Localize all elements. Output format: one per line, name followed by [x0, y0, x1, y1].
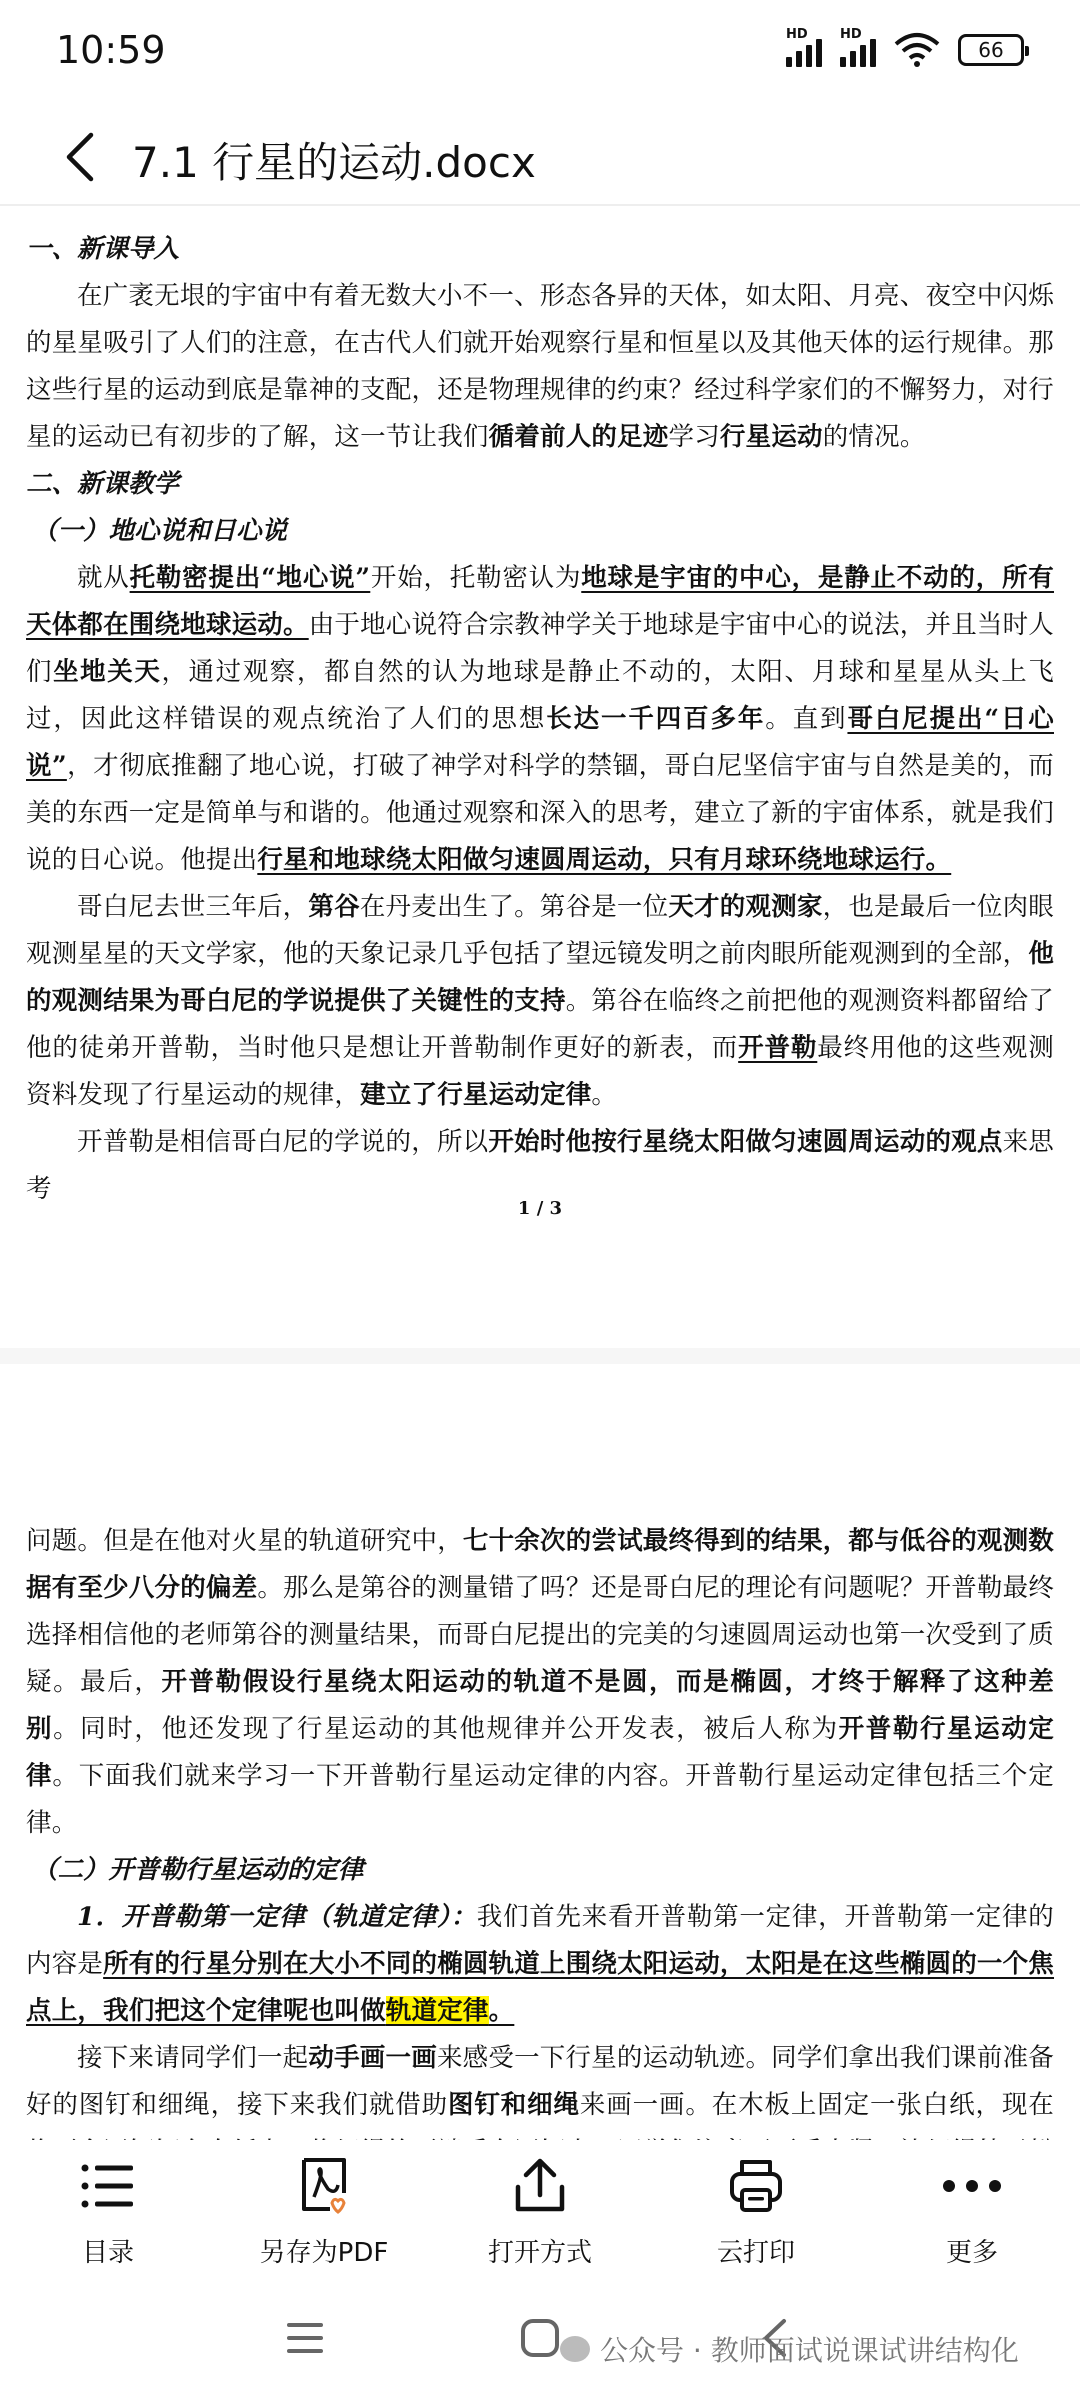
menu-icon	[285, 2321, 325, 2355]
page-separator	[0, 1348, 1080, 1364]
toolbar-open-with-button[interactable]	[440, 2156, 640, 2269]
bottom-toolbar	[0, 2140, 1080, 2275]
status-bar	[0, 0, 1080, 110]
chevron-left-icon	[65, 132, 95, 182]
battery-icon	[958, 34, 1024, 66]
toolbar-contents-button[interactable]	[8, 2156, 208, 2269]
share-icon	[510, 2156, 570, 2216]
signal-icon	[840, 27, 876, 67]
home-icon	[520, 2318, 560, 2358]
toolbar-more-button[interactable]	[872, 2156, 1072, 2269]
paragraph: 在广袤无垠的宇宙中有着无数大小不一、形态各异的天体，如太阳、月亮、夜空中闪烁的星星吸引了人们的注意，在古代人们就开始观察行星和恒星以及其他天体的运行规律。那这些行星的运动到底是靠神的支配，还是物理规律的约束？经过科学家们的不懈努力，对行星的运动已有初步的了解，这一节让我们循着前人的足迹学习行星运动的情况。	[26, 281, 1055, 452]
toolbar-label: 另存为PDF	[259, 2238, 389, 2268]
page-number: 1 / 3	[517, 1198, 563, 1219]
section-heading: 一、新课导入	[26, 234, 180, 264]
paragraph: 开普勒是相信哥白尼的学说的，所以开始时他按行星绕太阳做匀速圆周运动的观点来思考	[26, 1127, 1055, 1204]
battery-level: 66	[978, 38, 1004, 62]
document-viewer[interactable]	[0, 208, 1080, 2140]
nav-menu-button[interactable]	[275, 2313, 335, 2363]
paragraph: 问题。但是在他对火星的轨道研究中，七十余次的尝试最终得到的结果，都与低谷的观测数据有至少八分的偏差。那么是第谷的测量错了吗？还是哥白尼的理论有问题呢？开普勒最终选择相信他的老师第谷的测量结果，而哥白尼提出的完美的匀速圆周运动也第一次受到了质疑。最后，开普勒假设行星绕太阳运动的轨道不是圆，而是椭圆，才终于解释了这种差别。同时，他还发现了行星运动的其他规律并公开发表，被后人称为开普勒行星运动定律。下面我们就来学习一下开普勒行星运动定律的内容。开普勒行星运动定律包括三个定律。	[26, 1526, 1055, 1838]
signal-hd-label: HD	[840, 27, 862, 42]
back-button[interactable]	[50, 124, 110, 190]
paragraph: 哥白尼去世三年后，第谷在丹麦出生了。第谷是一位天才的观测家，也是最后一位肉眼观测星星的天文学家，他的天象记录几乎包括了望远镜发明之前肉眼所能观测到的全部，他的观测结果为哥白尼的学说提供了关键性的支持。第谷在临终之前把他的观测资料都留给了他的徒弟开普勒，当时他只是想让开普勒制作更好的新表，而开普勒最终用他的这些观测资料发现了行星运动的规律，建立了行星运动定律。	[26, 892, 1055, 1110]
watermark	[560, 2329, 1019, 2369]
paragraph: 就从托勒密提出“地心说”开始，托勒密认为地球是宇宙的中心，是静止不动的，所有天体都在围绕地球运动。由于地心说符合宗教神学关于地球是宇宙中心的说法，并且当时人们坐地关天，通过观察，都自然的认为地球是静止不动的，太阳、月球和星星从头上飞过，因此这样错误的观点统治了人们的思想长达一千四百多年。直到哥白尼提出“日心说”，才彻底推翻了地心说，打破了神学对科学的禁锢，哥白尼坚信宇宙与自然是美的，而美的东西一定是简单与和谐的。他通过观察和深入的思考，建立了新的宇宙体系，就是我们说的日心说。他提出行星和地球绕太阳做匀速圆周运动，只有月球环绕地球运行。	[26, 563, 1055, 875]
system-nav-bar	[0, 2275, 1080, 2401]
pdf-icon	[294, 2156, 354, 2216]
wifi-icon	[894, 32, 940, 68]
status-time: 10:59	[56, 28, 166, 72]
watermark-text: 公众号 · 教师面试说课试讲结构化	[600, 2334, 1019, 2367]
document-page-2	[0, 1518, 1080, 2223]
signal-icon	[786, 27, 822, 67]
list-icon	[78, 2156, 138, 2216]
toolbar-cloud-print-button[interactable]	[656, 2156, 856, 2269]
paragraph: 接下来请同学们一起动手画一画来感受一下行星的运动轨迹。同学们拿出我们课前准备好的图钉和细绳，接下来我们就借助图钉和细绳来画一画。在木板上固定一张白纸，现在	[26, 2043, 1054, 2120]
toolbar-save-pdf-button[interactable]	[224, 2156, 424, 2269]
more-icon	[942, 2156, 1002, 2216]
toolbar-label: 更多	[945, 2238, 998, 2268]
document-title: 7.1 行星的运动.docx	[132, 138, 536, 187]
toolbar-label: 打开方式	[487, 2238, 592, 2268]
signal-hd-label: HD	[786, 27, 808, 42]
subsection-heading: （二）开普勒行星运动的定律	[32, 1855, 364, 1885]
printer-icon	[726, 2156, 786, 2216]
paragraph: 1．开普勒第一定律（轨道定律）：我们首先来看开普勒第一定律，开普勒第一定律的内容是所有的行星分别在大小不同的椭圆轨道上围绕太阳运动，太阳是在这些椭圆的一个焦点上，我们把这个定律呢也叫做轨道定律。	[26, 1902, 1055, 2026]
wechat-icon	[560, 2336, 590, 2362]
section-heading: 二、新课教学	[26, 469, 180, 499]
app-header	[0, 110, 1080, 206]
status-icons	[786, 27, 1024, 68]
document-page-1	[0, 226, 1080, 1213]
toolbar-label: 云打印	[716, 2238, 795, 2268]
toolbar-label: 目录	[81, 2238, 134, 2268]
subsection-heading: （一）地心说和日心说	[32, 516, 288, 546]
